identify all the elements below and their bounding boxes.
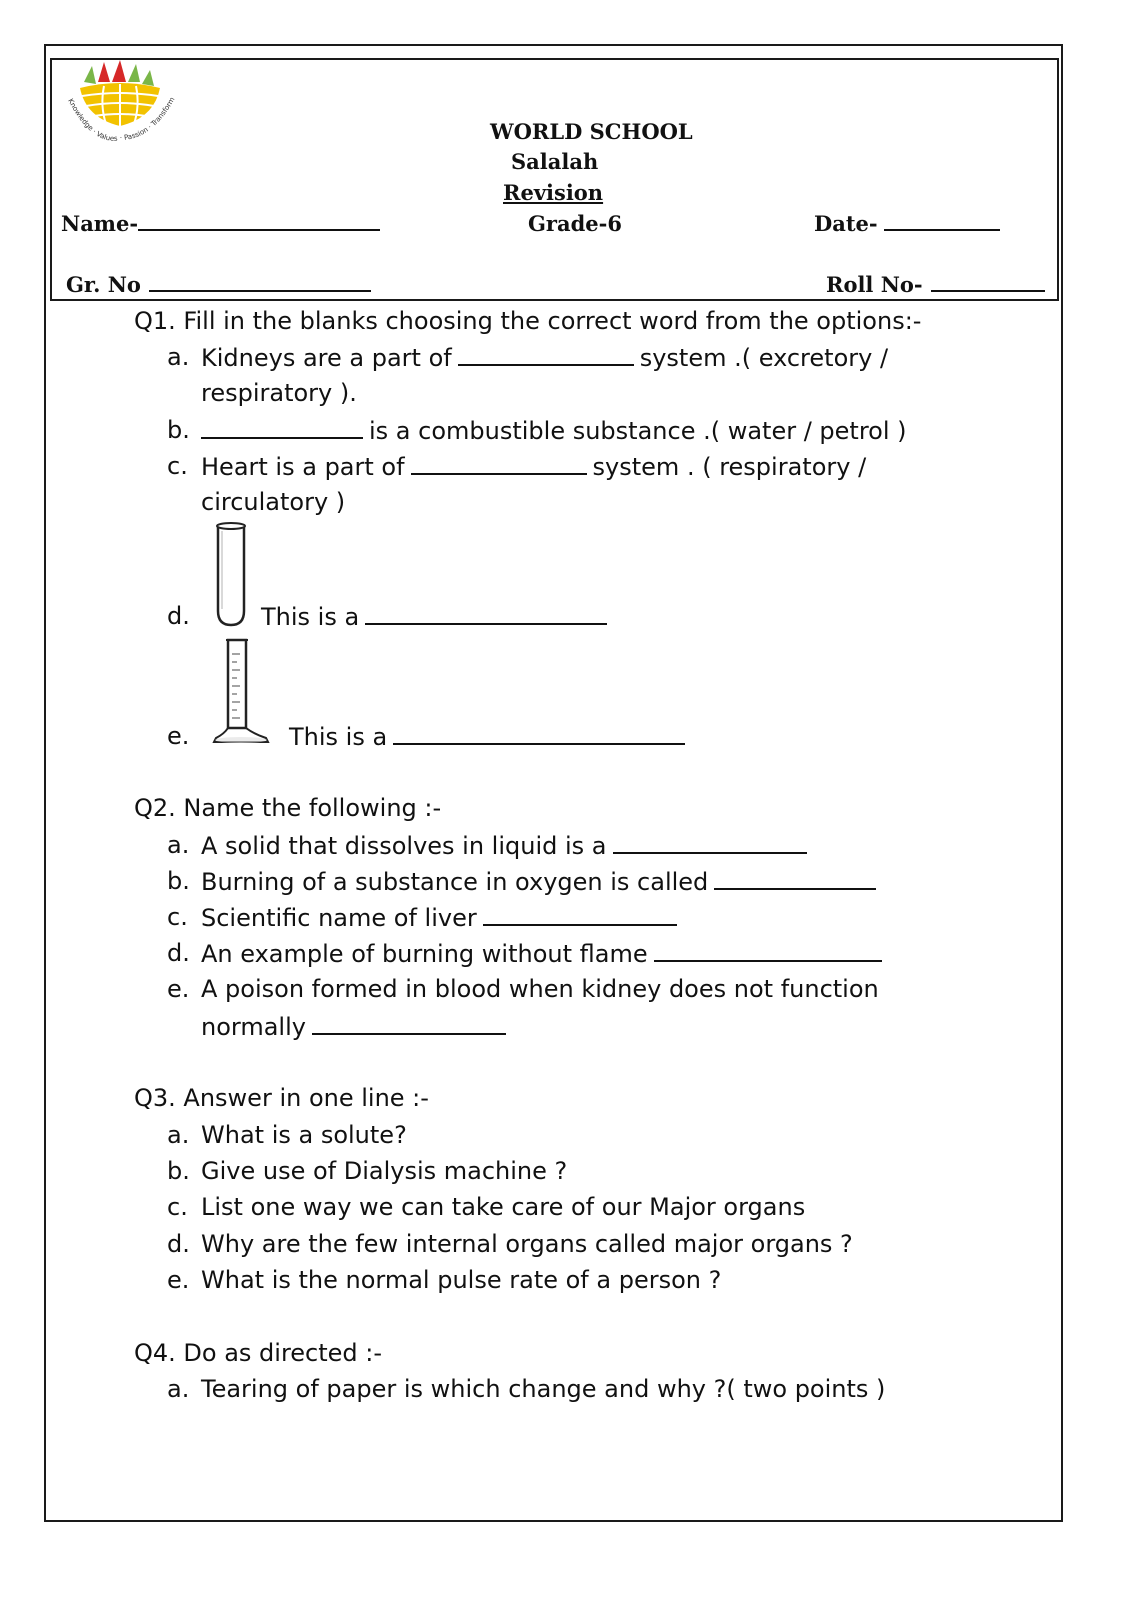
q1-a-marker: a. [167, 343, 190, 371]
q2-a-marker: a. [167, 831, 190, 859]
q1-b-text: is a combustible substance .( water / petrol ) [369, 417, 907, 445]
q2-b-text: Burning of a substance in oxygen is called [201, 868, 709, 896]
q1-e-text: This is a [289, 723, 388, 751]
rollno-field[interactable] [826, 272, 1045, 297]
q1-d-blank[interactable] [365, 601, 607, 625]
school-logo-icon [62, 60, 180, 146]
school-name: WORLD SCHOOL [490, 119, 693, 144]
q3-c-marker: c. [167, 1193, 188, 1221]
q1-d-marker: d. [167, 602, 190, 630]
q2-b-item [201, 866, 882, 897]
school-city: Salalah [511, 149, 599, 174]
q3-e-marker: e. [167, 1266, 190, 1294]
q1-d-item [261, 601, 613, 632]
q4-a-text: Tearing of paper is which change and why ?( two points ) [201, 1375, 886, 1403]
grno-label: Gr. No [66, 272, 141, 297]
q1-c-marker: c. [167, 452, 188, 480]
q2-a-blank[interactable] [613, 830, 807, 854]
q2-d-item [201, 938, 888, 969]
q1-d-text: This is a [261, 603, 360, 631]
q1-title: Q1. Fill in the blanks choosing the correct word from the options:- [134, 307, 922, 335]
q1-c-continued: circulatory ) [201, 488, 346, 516]
q1-a-text: Kidneys are a part of [201, 344, 452, 372]
q2-e-continued [201, 1011, 512, 1042]
grno-field[interactable] [66, 272, 371, 297]
q2-b-marker: b. [167, 867, 190, 895]
date-blank[interactable] [884, 229, 1000, 231]
q1-c-blank[interactable] [411, 451, 587, 475]
grno-blank[interactable] [149, 290, 371, 292]
q3-b-marker: b. [167, 1157, 190, 1185]
q1-a-item [201, 342, 888, 373]
q3-a-text: What is a solute? [201, 1121, 407, 1149]
q3-d-text: Why are the few internal organs called major organs ? [201, 1230, 853, 1258]
q2-c-blank[interactable] [483, 902, 677, 926]
q3-b-text: Give use of Dialysis machine ? [201, 1157, 568, 1185]
school-logo [62, 60, 180, 150]
q1-b-marker: b. [167, 416, 190, 444]
measuring-cylinder-icon [210, 636, 272, 746]
q1-c-text: Heart is a part of [201, 453, 405, 481]
q2-e-text: A poison formed in blood when kidney does not function [201, 975, 879, 1003]
q1-a-continued: respiratory ). [201, 379, 357, 407]
q1-a-options: system .( excretory / [639, 344, 889, 372]
test-tube-image [214, 521, 248, 633]
rollno-blank[interactable] [931, 290, 1045, 292]
q3-d-marker: d. [167, 1230, 190, 1258]
measuring-cylinder-image [210, 636, 272, 750]
logo-motto: Knowledge · Values · Passion · Transform [66, 95, 177, 143]
rollno-label: Roll No- [826, 272, 923, 297]
q2-b-blank[interactable] [714, 866, 876, 890]
q2-d-marker: d. [167, 939, 190, 967]
q1-e-item [289, 721, 691, 752]
q1-b-item [201, 415, 907, 446]
q3-title: Q3. Answer in one line :- [134, 1084, 429, 1112]
q3-c-text: List one way we can take care of our Major organs [201, 1193, 806, 1221]
q2-d-text: An example of burning without flame [201, 940, 648, 968]
q3-e-text: What is the normal pulse rate of a person ? [201, 1266, 722, 1294]
q3-a-marker: a. [167, 1121, 190, 1149]
q2-a-item [201, 830, 813, 861]
q1-e-marker: e. [167, 722, 190, 750]
q2-c-item [201, 902, 683, 933]
q1-a-blank[interactable] [458, 342, 634, 366]
date-field[interactable] [814, 211, 1000, 236]
q1-c-options: system . ( respiratory / [592, 453, 867, 481]
q2-a-text: A solid that dissolves in liquid is a [201, 832, 607, 860]
q4-a-marker: a. [167, 1375, 190, 1403]
q2-title: Q2. Name the following :- [134, 794, 442, 822]
q1-c-item [201, 451, 866, 482]
q2-e-marker: e. [167, 975, 190, 1003]
q2-c-marker: c. [167, 903, 188, 931]
name-blank[interactable] [138, 229, 380, 231]
q4-title: Q4. Do as directed :- [134, 1339, 383, 1367]
name-field[interactable] [61, 211, 380, 236]
q2-e-blank[interactable] [312, 1011, 506, 1035]
date-label: Date- [814, 211, 878, 236]
q1-b-blank[interactable] [201, 415, 363, 439]
grade-label: Grade-6 [528, 211, 622, 236]
q2-e-cont-text: normally [201, 1013, 306, 1041]
q1-e-blank[interactable] [393, 721, 685, 745]
q2-d-blank[interactable] [654, 938, 882, 962]
page-title: Revision [503, 180, 604, 205]
name-label: Name- [61, 211, 139, 236]
test-tube-icon [214, 521, 248, 629]
q2-c-text: Scientific name of liver [201, 904, 477, 932]
